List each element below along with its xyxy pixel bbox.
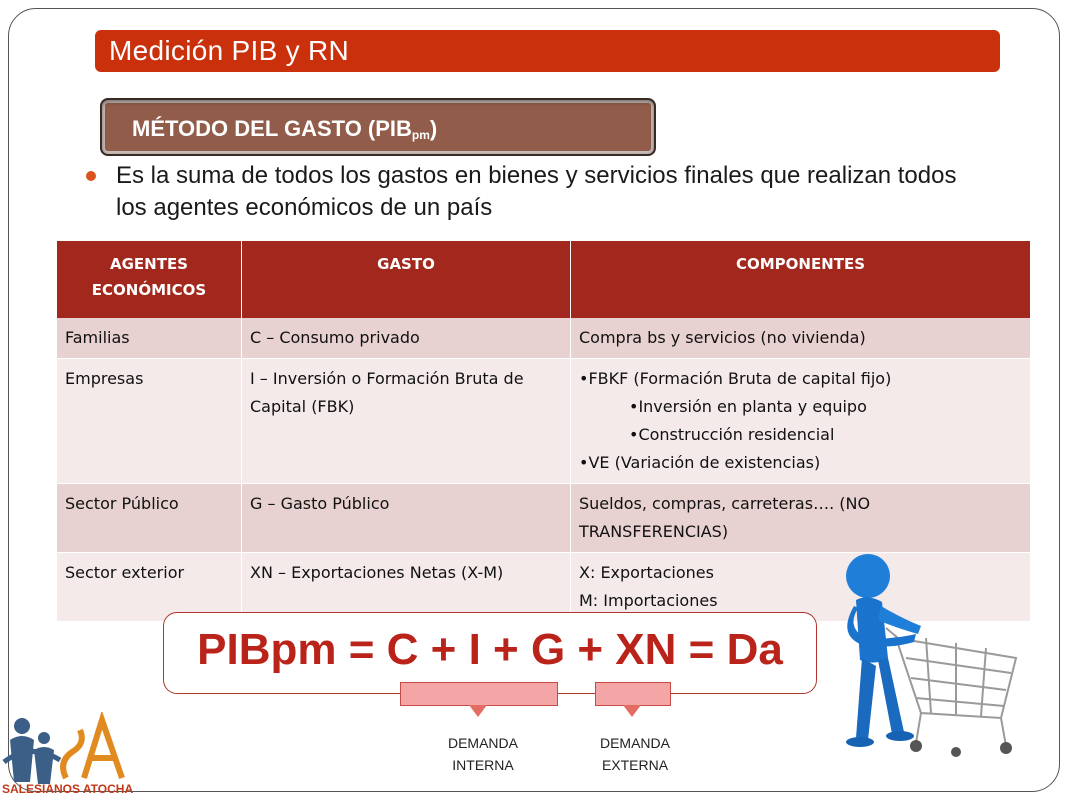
external-demand-label	[580, 732, 690, 776]
cell-agente: Sector Público	[57, 484, 242, 553]
method-box	[100, 98, 656, 156]
shopping-cart-figure-icon	[826, 548, 1036, 760]
arrow-down-icon	[469, 705, 487, 717]
method-title: MÉTODO DEL GASTO $(PIB_{pm})$	[132, 116, 438, 142]
component-item: M: Importaciones	[579, 591, 718, 610]
cell-agente: Empresas	[57, 359, 242, 484]
internal-demand-line1: DEMANDA	[447, 735, 518, 751]
table-row	[57, 359, 1031, 484]
cell-componentes	[571, 359, 1031, 484]
cell-gasto: C – Consumo privado	[242, 318, 571, 359]
cell-gasto: XN – Exportaciones Netas (X-M)	[242, 553, 571, 622]
logo-text: SALESIANOS ATOCHA	[2, 782, 134, 796]
header-agentes: AGENTES ECONÓMICOS	[57, 241, 242, 318]
component-subitem: • Inversión en planta y equipo	[579, 393, 1022, 421]
internal-demand-line2: INTERNA	[452, 757, 514, 773]
component-subitem: • Construcción residencial	[579, 421, 1022, 449]
arrow-down-icon	[623, 705, 641, 717]
external-demand-line1: DEMANDA	[599, 735, 670, 751]
component-item: • FBKF (Formación Bruta de capital fijo)	[579, 365, 1022, 393]
cell-componentes: Compra bs y servicios (no vivienda)	[571, 318, 1031, 359]
internal-demand-label	[428, 732, 538, 776]
cell-gasto: I – Inversión o Formación Bruta de Capital (FBK)	[242, 359, 571, 484]
cell-agente: Familias	[57, 318, 242, 359]
bullet-icon	[86, 171, 96, 181]
cell-componentes: Sueldos, compras, carreteras…. (NO TRANSFERENCIAS)	[571, 484, 1031, 553]
external-demand-line2: EXTERNA	[601, 757, 669, 773]
slide-title: Medición PIB y RN	[109, 35, 350, 66]
component-item: • VE (Variación de existencias)	[579, 449, 1022, 477]
external-demand-bracket	[595, 682, 671, 706]
component-item: X: Exportaciones	[579, 563, 714, 582]
table-header-row	[57, 241, 1031, 318]
formula-text: PIBpm = C + I + G + XN = Da	[197, 625, 783, 674]
internal-demand-bracket	[400, 682, 558, 706]
definition-text: Es la suma de todos los gastos en bienes y servicios finales que realizan todos los agentes económicos de un país	[116, 162, 957, 221]
table-row	[57, 484, 1031, 553]
header-gasto: GASTO	[242, 241, 571, 318]
cell-agente: Sector exterior	[57, 553, 242, 622]
title-bar	[95, 30, 1000, 72]
cell-gasto: G – Gasto Público	[242, 484, 571, 553]
table-row	[57, 318, 1031, 359]
header-componentes: COMPONENTES	[571, 241, 1031, 318]
